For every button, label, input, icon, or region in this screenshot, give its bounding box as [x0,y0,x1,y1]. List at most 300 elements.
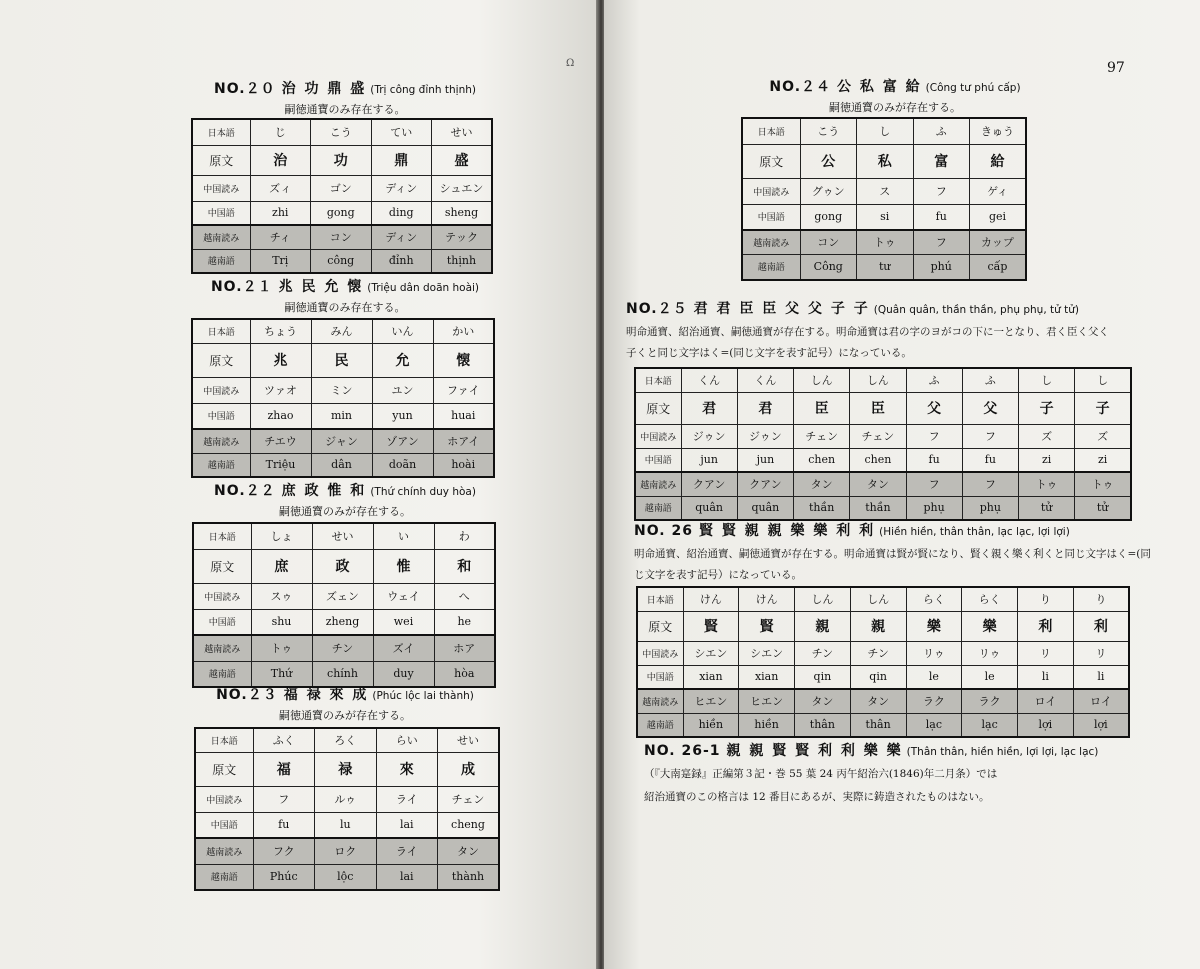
row-vietnamese [742,254,1026,280]
table-cell: chính [312,661,373,687]
table-cell: doãn [372,453,433,477]
table-cell: リゥ [962,641,1018,665]
row-chinese-reading [742,178,1026,204]
table-cell: トゥ [1019,472,1075,496]
table-cell: lai [376,864,438,890]
row-label: 越南読み [635,472,681,496]
table-cell: スゥ [251,583,312,609]
table-cell: ズィ [250,175,311,201]
table-cell: こう [800,118,857,144]
table-cell: xian [739,665,795,689]
row-vietnamese-reading [742,230,1026,254]
row-japanese [192,119,492,145]
table-cell: 臣 [794,392,850,424]
row-label: 日本語 [192,119,250,145]
table-cell: jun [681,448,737,472]
entry-heading [190,78,500,98]
table-cell: 盛 [432,145,493,175]
row-original [193,549,495,583]
table-cell: い [373,523,434,549]
entry-23 [190,684,500,723]
table-cell: 父 [962,392,1018,424]
row-chinese [637,665,1129,689]
entry-kanji: 兆 民 允 懐 [278,279,364,295]
entry-note-line-2: 子くと同じ文字はく=(同じ文字を表す記号）になっている。 [626,347,912,359]
row-original [635,392,1131,424]
row-vietnamese-reading [637,689,1129,713]
row-label: 日本語 [193,523,251,549]
entry-note-line-1: 明命通寶、紹治通寶、嗣徳通寶が存在する。明命通寶は君の字のヨがコの下に一となり、君く臣く父く [626,326,1109,338]
table-cell: チン [312,635,373,661]
table-cell: 功 [311,145,372,175]
table-cell: thành [438,864,500,890]
table-cell: ライ [376,838,438,864]
table-cell: せい [438,728,500,752]
table-cell: qin [795,665,851,689]
entry-vietnamese: (Hiền hiền, thân thân, lạc lạc, lợi lợi) [879,526,1070,538]
entry-25-table [634,367,1132,521]
table-cell: yun [372,403,433,429]
entry-number: NO.２２ [214,483,276,499]
entry-vietnamese: (Phúc lộc lai thành) [372,690,474,702]
row-chinese-reading [193,583,495,609]
table-cell: tử [1075,496,1131,520]
table-cell: ロイ [1018,689,1074,713]
table-cell: lạc [906,713,962,737]
table-cell: ジゥン [681,424,737,448]
row-label: 越南読み [192,225,250,249]
entry-note: 嗣徳通寶のみ存在する。 [284,103,406,116]
entry-note: 嗣徳通寶のみ存在する。 [284,301,406,314]
entry-note: 嗣徳通寶のみが存在する。 [829,101,961,114]
table-cell: トゥ [857,230,914,254]
table-cell: り [1018,587,1074,611]
table-cell: 治 [250,145,311,175]
row-label: 原文 [635,392,681,424]
row-label: 原文 [637,611,683,641]
table-cell: ズイ [373,635,434,661]
table-cell: ding [371,201,432,225]
table-cell: タン [850,472,906,496]
table-cell: hiền [683,713,739,737]
table-cell: 賢 [739,611,795,641]
table-cell: ライ [376,786,438,812]
table-cell: けん [739,587,795,611]
row-label: 中国読み [192,175,250,201]
entry-21-table [191,318,495,478]
table-cell: le [906,665,962,689]
row-label: 日本語 [635,368,681,392]
entry-number: NO. 26-1 [644,743,721,759]
table-cell: し [1075,368,1131,392]
row-original [192,343,494,377]
table-cell: le [962,665,1018,689]
row-label: 中国語 [193,609,251,635]
table-cell: tư [857,254,914,280]
table-cell: テック [432,225,493,249]
table-cell: 君 [737,392,793,424]
table-cell: しん [850,368,906,392]
row-chinese [195,812,499,838]
table-cell: 親 [850,611,906,641]
entry-kanji: 君 君 臣 臣 父 父 子 子 [693,301,870,317]
table-cell: 富 [913,144,970,178]
table-cell: gei [970,204,1027,230]
entry-vietnamese: (Thân thân, hiền hiền, lợi lợi, lạc lạc) [906,746,1099,758]
table-cell: くん [737,368,793,392]
row-label: 原文 [195,752,253,786]
table-cell: 利 [1018,611,1074,641]
row-vietnamese [195,864,499,890]
table-cell: min [311,403,372,429]
table-cell: フ [906,472,962,496]
row-label: 中国読み [742,178,800,204]
row-japanese [195,728,499,752]
entry-heading [626,298,1126,318]
table-cell: ヒエン [683,689,739,713]
table-cell: クアン [681,472,737,496]
row-label: 越南語 [192,453,250,477]
table-cell: phụ [906,496,962,520]
table-cell: 來 [376,752,438,786]
table-cell: り [1073,587,1129,611]
table-cell: wei [373,609,434,635]
entry-vietnamese: (Công tư phú cấp) [925,82,1021,94]
entry-note-line-2: じ文字を表す記号）になっている。 [634,569,802,581]
entry-note: 嗣徳通寶のみが存在する。 [279,505,411,518]
entry-22-table [192,522,496,688]
table-cell: 兆 [250,343,311,377]
row-chinese [192,201,492,225]
table-cell: チン [850,641,906,665]
row-label: 日本語 [742,118,800,144]
table-cell: li [1073,665,1129,689]
table-cell: タン [794,472,850,496]
table-cell: グゥン [800,178,857,204]
entry-22 [190,480,500,519]
table-cell: ふく [253,728,315,752]
row-vietnamese-reading [192,429,494,453]
row-label: 中国語 [192,403,250,429]
entry-26-1 [644,740,1144,804]
table-cell: xian [683,665,739,689]
table-cell: シュエン [432,175,493,201]
table-cell: フ [913,178,970,204]
entry-number: NO.２１ [210,279,273,295]
row-japanese [637,587,1129,611]
table-cell: ディン [371,175,432,201]
table-cell: thần [794,496,850,520]
row-label: 中国読み [637,641,683,665]
table-cell: ふ [906,368,962,392]
row-chinese-reading [192,175,492,201]
table-cell: きゅう [970,118,1027,144]
row-label: 越南語 [637,713,683,737]
table-cell: 樂 [906,611,962,641]
entry-number: NO.２４ [769,79,832,95]
row-label: 中国語 [637,665,683,689]
table-cell: lạc [962,713,1018,737]
row-label: 越南語 [193,661,251,687]
row-japanese [192,319,494,343]
table-cell: quân [681,496,737,520]
table-cell: thân [850,713,906,737]
table-cell: 子 [1019,392,1075,424]
table-cell: hoài [433,453,494,477]
row-vietnamese-reading [193,635,495,661]
row-label: 越南語 [195,864,253,890]
table-cell: 給 [970,144,1027,178]
entry-vietnamese: (Quân quân, thần thần, phụ phụ, tử tử) [873,304,1079,316]
table-cell: 子 [1075,392,1131,424]
row-vietnamese-reading [195,838,499,864]
table-cell: じ [250,119,311,145]
table-cell: lợi [1018,713,1074,737]
row-vietnamese [635,496,1131,520]
row-label: 越南読み [742,230,800,254]
table-cell: 民 [311,343,372,377]
table-cell: ウェイ [373,583,434,609]
row-label: 越南語 [192,249,250,273]
entry-kanji: 賢 賢 親 親 樂 樂 利 利 [699,523,876,539]
entry-heading [634,520,1134,540]
table-cell: dân [311,453,372,477]
table-cell: qin [850,665,906,689]
table-cell: 禄 [315,752,377,786]
entry-heading [190,480,500,500]
table-cell: ジゥン [737,424,793,448]
table-cell: シエン [683,641,739,665]
row-label: 原文 [192,145,250,175]
row-chinese [193,609,495,635]
row-label: 中国読み [635,424,681,448]
table-cell: 鼎 [371,145,432,175]
table-cell: しん [795,587,851,611]
table-cell: 利 [1073,611,1129,641]
row-vietnamese-reading [635,472,1131,496]
row-label: 中国読み [192,377,250,403]
entry-note-line-1: 明命通寶、紹治通寶、嗣徳通寶が存在する。明命通寶は賢が賢になり、賢く親く樂く利くと同じ文字はく=(同 [634,548,1151,560]
table-cell: へ [434,583,495,609]
table-cell: 親 [795,611,851,641]
table-cell: phú [913,254,970,280]
row-label: 日本語 [195,728,253,752]
table-cell: 私 [857,144,914,178]
table-cell: 賢 [683,611,739,641]
table-cell: fu [913,204,970,230]
table-cell: いん [372,319,433,343]
table-cell: ズ [1019,424,1075,448]
row-label: 日本語 [637,587,683,611]
table-cell: Phúc [253,864,315,890]
table-cell: zhao [250,403,311,429]
table-cell: ツァオ [250,377,311,403]
table-cell: しょ [251,523,312,549]
entry-24 [740,76,1050,115]
table-cell: せい [312,523,373,549]
entry-note-line-2: 紹治通寶のこの格言は 12 番目にあるが、実際に鋳造されたものはない。 [644,791,990,803]
table-cell: カップ [970,230,1027,254]
row-original [192,145,492,175]
table-cell: Thứ [251,661,312,687]
table-cell: zi [1019,448,1075,472]
table-cell: ズ [1075,424,1131,448]
table-cell: 臣 [850,392,906,424]
row-chinese [635,448,1131,472]
table-cell: チェン [438,786,500,812]
table-cell: tử [1019,496,1075,520]
table-cell: 君 [681,392,737,424]
entry-vietnamese: (Thứ chính duy hòa) [370,486,476,498]
entry-20-table [191,118,493,274]
entry-heading [190,684,500,704]
table-cell: lai [376,812,438,838]
table-cell: si [857,204,914,230]
row-original [195,752,499,786]
entry-kanji: 公 私 富 給 [837,79,922,95]
table-cell: zhi [250,201,311,225]
row-label: 越南語 [742,254,800,280]
table-cell: ズェン [312,583,373,609]
table-cell: chen [794,448,850,472]
table-cell: てい [371,119,432,145]
entry-21 [190,276,500,315]
entry-24-table [741,117,1027,281]
table-cell: ス [857,178,914,204]
table-cell: リ [1018,641,1074,665]
entry-heading [644,740,1144,760]
table-cell: sheng [432,201,493,225]
entry-kanji: 福 禄 來 成 [283,687,369,703]
table-cell: quân [737,496,793,520]
table-cell: đỉnh [371,249,432,273]
entry-heading [190,276,500,296]
table-cell: cheng [438,812,500,838]
table-cell: he [434,609,495,635]
table-cell: クアン [737,472,793,496]
table-cell: Công [800,254,857,280]
page-number: 97 [1107,60,1125,76]
table-cell: thần [850,496,906,520]
table-cell: フ [253,786,315,812]
row-original [637,611,1129,641]
table-cell: リ [1073,641,1129,665]
entry-vietnamese: (Trị công đỉnh thịnh) [370,84,476,96]
table-cell: Triệu [250,453,311,477]
table-cell: 懐 [433,343,494,377]
row-label: 日本語 [192,319,250,343]
entry-26-table [636,586,1130,738]
table-cell: ホア [434,635,495,661]
entry-kanji: 治 功 鼎 盛 [281,81,367,97]
table-cell: lợi [1073,713,1129,737]
entry-20 [190,78,500,117]
row-label: 越南語 [635,496,681,520]
entry-number: NO. 26 [634,523,693,539]
row-original [742,144,1026,178]
table-cell: チェン [850,424,906,448]
table-cell: ろく [315,728,377,752]
table-cell: fu [962,448,1018,472]
table-cell: らく [906,587,962,611]
table-cell: しん [850,587,906,611]
table-cell: リゥ [906,641,962,665]
entry-number: NO.２３ [216,687,278,703]
table-cell: ヒエン [739,689,795,713]
table-cell: ユン [372,377,433,403]
table-cell: せい [432,119,493,145]
entry-25 [626,298,1126,360]
table-cell: ゾアン [372,429,433,453]
row-chinese-reading [195,786,499,812]
table-cell: しん [794,368,850,392]
row-vietnamese [192,453,494,477]
entry-23-table [194,727,500,891]
row-chinese-reading [192,377,494,403]
row-chinese [742,204,1026,230]
row-label: 原文 [742,144,800,178]
table-cell: コン [311,225,372,249]
entry-note: 嗣徳通寶のみが存在する。 [279,709,411,722]
table-cell: タン [795,689,851,713]
table-cell: フ [962,472,1018,496]
table-cell: ホアイ [433,429,494,453]
table-cell: ジャン [311,429,372,453]
table-cell: ミン [311,377,372,403]
table-cell: ファイ [433,377,494,403]
table-cell: công [311,249,372,273]
entry-26 [634,520,1151,582]
table-cell: hiền [739,713,795,737]
table-cell: フ [906,424,962,448]
entry-number: NO.２０ [214,81,276,97]
table-cell: ディン [371,225,432,249]
table-cell: シエン [739,641,795,665]
table-cell: 成 [438,752,500,786]
table-cell: thịnh [432,249,493,273]
table-cell: 和 [434,549,495,583]
table-cell: チィ [250,225,311,249]
table-cell: ラク [962,689,1018,713]
row-label: 中国読み [193,583,251,609]
row-label: 中国語 [742,204,800,230]
table-cell: トゥ [251,635,312,661]
entry-kanji: 親 親 賢 賢 利 利 樂 樂 [726,743,903,759]
table-cell: gong [311,201,372,225]
row-chinese-reading [635,424,1131,448]
row-label: 越南読み [637,689,683,713]
row-vietnamese [637,713,1129,737]
table-cell: thân [795,713,851,737]
table-cell: みん [311,319,372,343]
table-cell: 福 [253,752,315,786]
row-japanese [635,368,1131,392]
table-cell: duy [373,661,434,687]
table-cell: フク [253,838,315,864]
entry-number: NO.２５ [626,301,688,317]
table-cell: chen [850,448,906,472]
table-cell: 父 [906,392,962,424]
table-cell: 庶 [251,549,312,583]
entry-vietnamese: (Triệu dân doãn hoài) [367,282,480,294]
table-cell: チン [795,641,851,665]
row-chinese [192,403,494,429]
entry-kanji: 庶 政 惟 和 [281,483,367,499]
row-japanese [193,523,495,549]
table-cell: ちょう [250,319,311,343]
row-label: 越南読み [195,838,253,864]
entry-heading [740,76,1050,96]
